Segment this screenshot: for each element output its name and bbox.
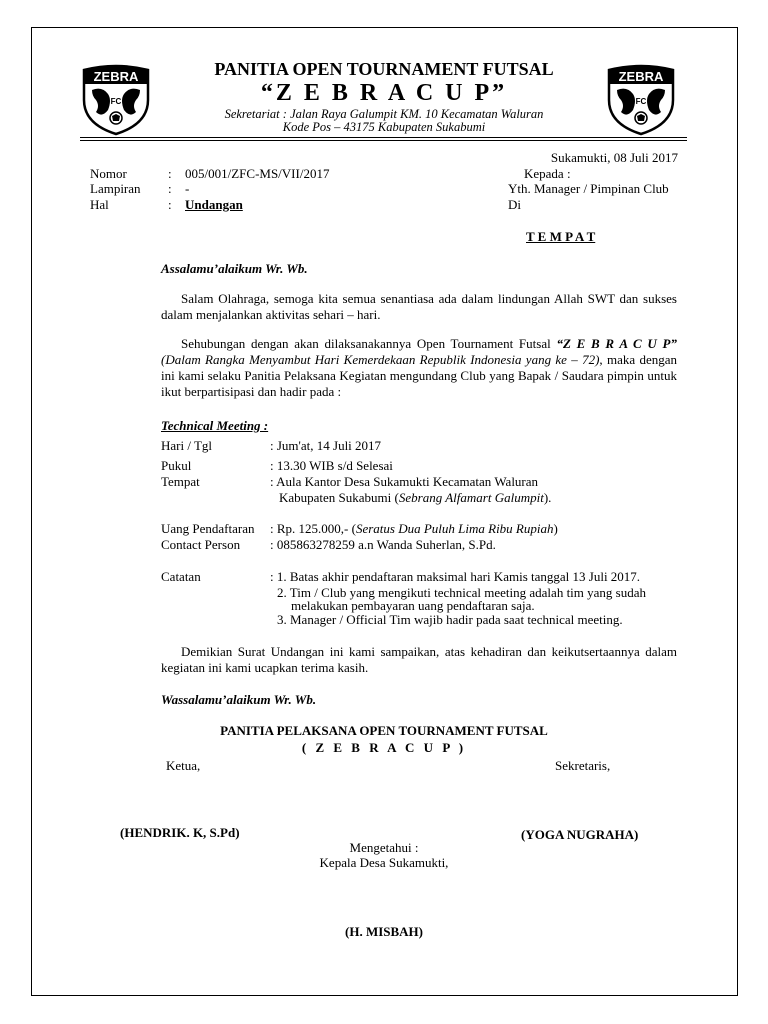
svg-text:FC: FC xyxy=(635,97,647,106)
mengetahui-label: Mengetahui : xyxy=(349,840,419,855)
hari-label: Hari / Tgl xyxy=(161,438,213,453)
tempat-value: : Aula Kantor Desa Sukamukti Kecamatan Waluran xyxy=(270,474,539,489)
sekretaris-label: Sekretaris, xyxy=(555,758,611,773)
header-divider-top xyxy=(80,137,687,138)
greeting: Assalamu’alaikum Wr. Wb. xyxy=(161,261,308,276)
header-divider-bottom xyxy=(80,140,687,141)
header-postal: Kode Pos – 43175 Kabupaten Sukabumi xyxy=(282,120,486,134)
pukul-label: Pukul xyxy=(161,458,192,473)
contact-person-label: Contact Person xyxy=(161,537,241,552)
recipient-di: Di xyxy=(508,197,521,212)
hal-value: Undangan xyxy=(185,197,243,212)
committee-title: PANITIA PELAKSANA OPEN TOURNAMENT FUTSAL xyxy=(220,723,548,738)
paragraph-closing: Demikian Surat Undangan ini kami sampaikan, atas kehadiran dan keikutsertaannya dalam kegiatan ini kami ucapkan terima kasih. xyxy=(161,644,677,675)
place-date: Sukamukti, 08 Juli 2017 xyxy=(550,150,678,165)
uang-pendaftaran-label: Uang Pendaftaran xyxy=(161,521,255,536)
committee-event: ( Z E B R A C U P ) xyxy=(301,740,467,755)
header-title: PANITIA OPEN TOURNAMENT FUTSAL xyxy=(214,59,554,79)
ketua-name: (HENDRIK. K, S.Pd) xyxy=(120,825,240,840)
uang-pendaftaran-value: : Rp. 125.000,- (Seratus Dua Puluh Lima Ribu Rupiah) xyxy=(270,521,558,536)
nomor-value: 005/001/ZFC-MS/VII/2017 xyxy=(185,166,330,181)
header-event-name: “Z E B R A C U P” xyxy=(260,80,508,106)
paragraph-intro: Salam Olahraga, semoga kita semua senantiasa ada dalam lindungan Allah SWT dan sukses dalam menjalankan aktivitas sehari – hari. xyxy=(161,291,677,322)
catatan-item-2: 2. Tim / Club yang mengikuti technical meeting adalah tim yang sudah xyxy=(277,585,647,600)
tempat-value-line2: Kabupaten Sukabumi (Sebrang Alfamart Galumpit). xyxy=(279,490,552,505)
technical-meeting-heading: Technical Meeting : xyxy=(161,418,269,433)
recipient: Yth. Manager / Pimpinan Club xyxy=(508,181,669,196)
farewell: Wassalamu’alaikum Wr. Wb. xyxy=(161,692,317,707)
sekretaris-name: (YOGA NUGRAHA) xyxy=(521,827,639,842)
colon: : xyxy=(168,166,172,181)
tempat-label: Tempat xyxy=(161,474,200,489)
kepala-desa-label: Kepala Desa Sukamukti, xyxy=(319,855,449,870)
ketua-label: Ketua, xyxy=(166,758,201,773)
nomor-label: Nomor xyxy=(90,166,127,181)
svg-text:FC: FC xyxy=(110,97,122,106)
kepada-label: Kepada : xyxy=(524,166,571,181)
kepala-desa-name: (H. MISBAH) xyxy=(345,924,423,939)
lampiran-label: Lampiran xyxy=(90,181,141,196)
catatan-item-3: 3. Manager / Official Tim wajib hadir pada saat technical meeting. xyxy=(277,612,623,627)
logo-text: ZEBRA xyxy=(93,69,139,84)
catatan-item-1: : 1. Batas akhir pendaftaran maksimal hari Kamis tanggal 13 Juli 2017. xyxy=(270,569,641,584)
logo-text: ZEBRA xyxy=(618,69,664,84)
recipient-place: T E M P A T xyxy=(526,229,596,244)
catatan-item-2-cont: melakukan pembayaran uang pendaftaran saja. xyxy=(291,598,535,613)
lampiran-value: - xyxy=(185,181,190,196)
header-secretariat: Sekretariat : Jalan Raya Galumpit KM. 10 Kecamatan Waluran xyxy=(224,107,544,121)
hari-value: : Jum'at, 14 Juli 2017 xyxy=(270,438,382,453)
contact-person-value: : 085863278259 a.n Wanda Suherlan, S.Pd. xyxy=(270,537,496,552)
colon: : xyxy=(168,197,172,212)
pukul-value: : 13.30 WIB s/d Selesai xyxy=(270,458,393,473)
catatan-label: Catatan xyxy=(161,569,201,584)
colon: : xyxy=(168,181,172,196)
hal-label: Hal xyxy=(90,197,109,212)
paragraph-invitation: Sehubungan dengan akan dilaksanakannya Open Tournament Futsal “Z E B R A C U P” (Dalam Rangka Menyambut Hari Kemerdekaan Republik Indonesia yang ke – 72), maka dengan ini kami selaku Panitia Pelaksana Kegiatan mengundang Club yang Bapak / Saudara pimpin untuk ikut berpartisipasi dan hadir pada : xyxy=(161,336,677,399)
